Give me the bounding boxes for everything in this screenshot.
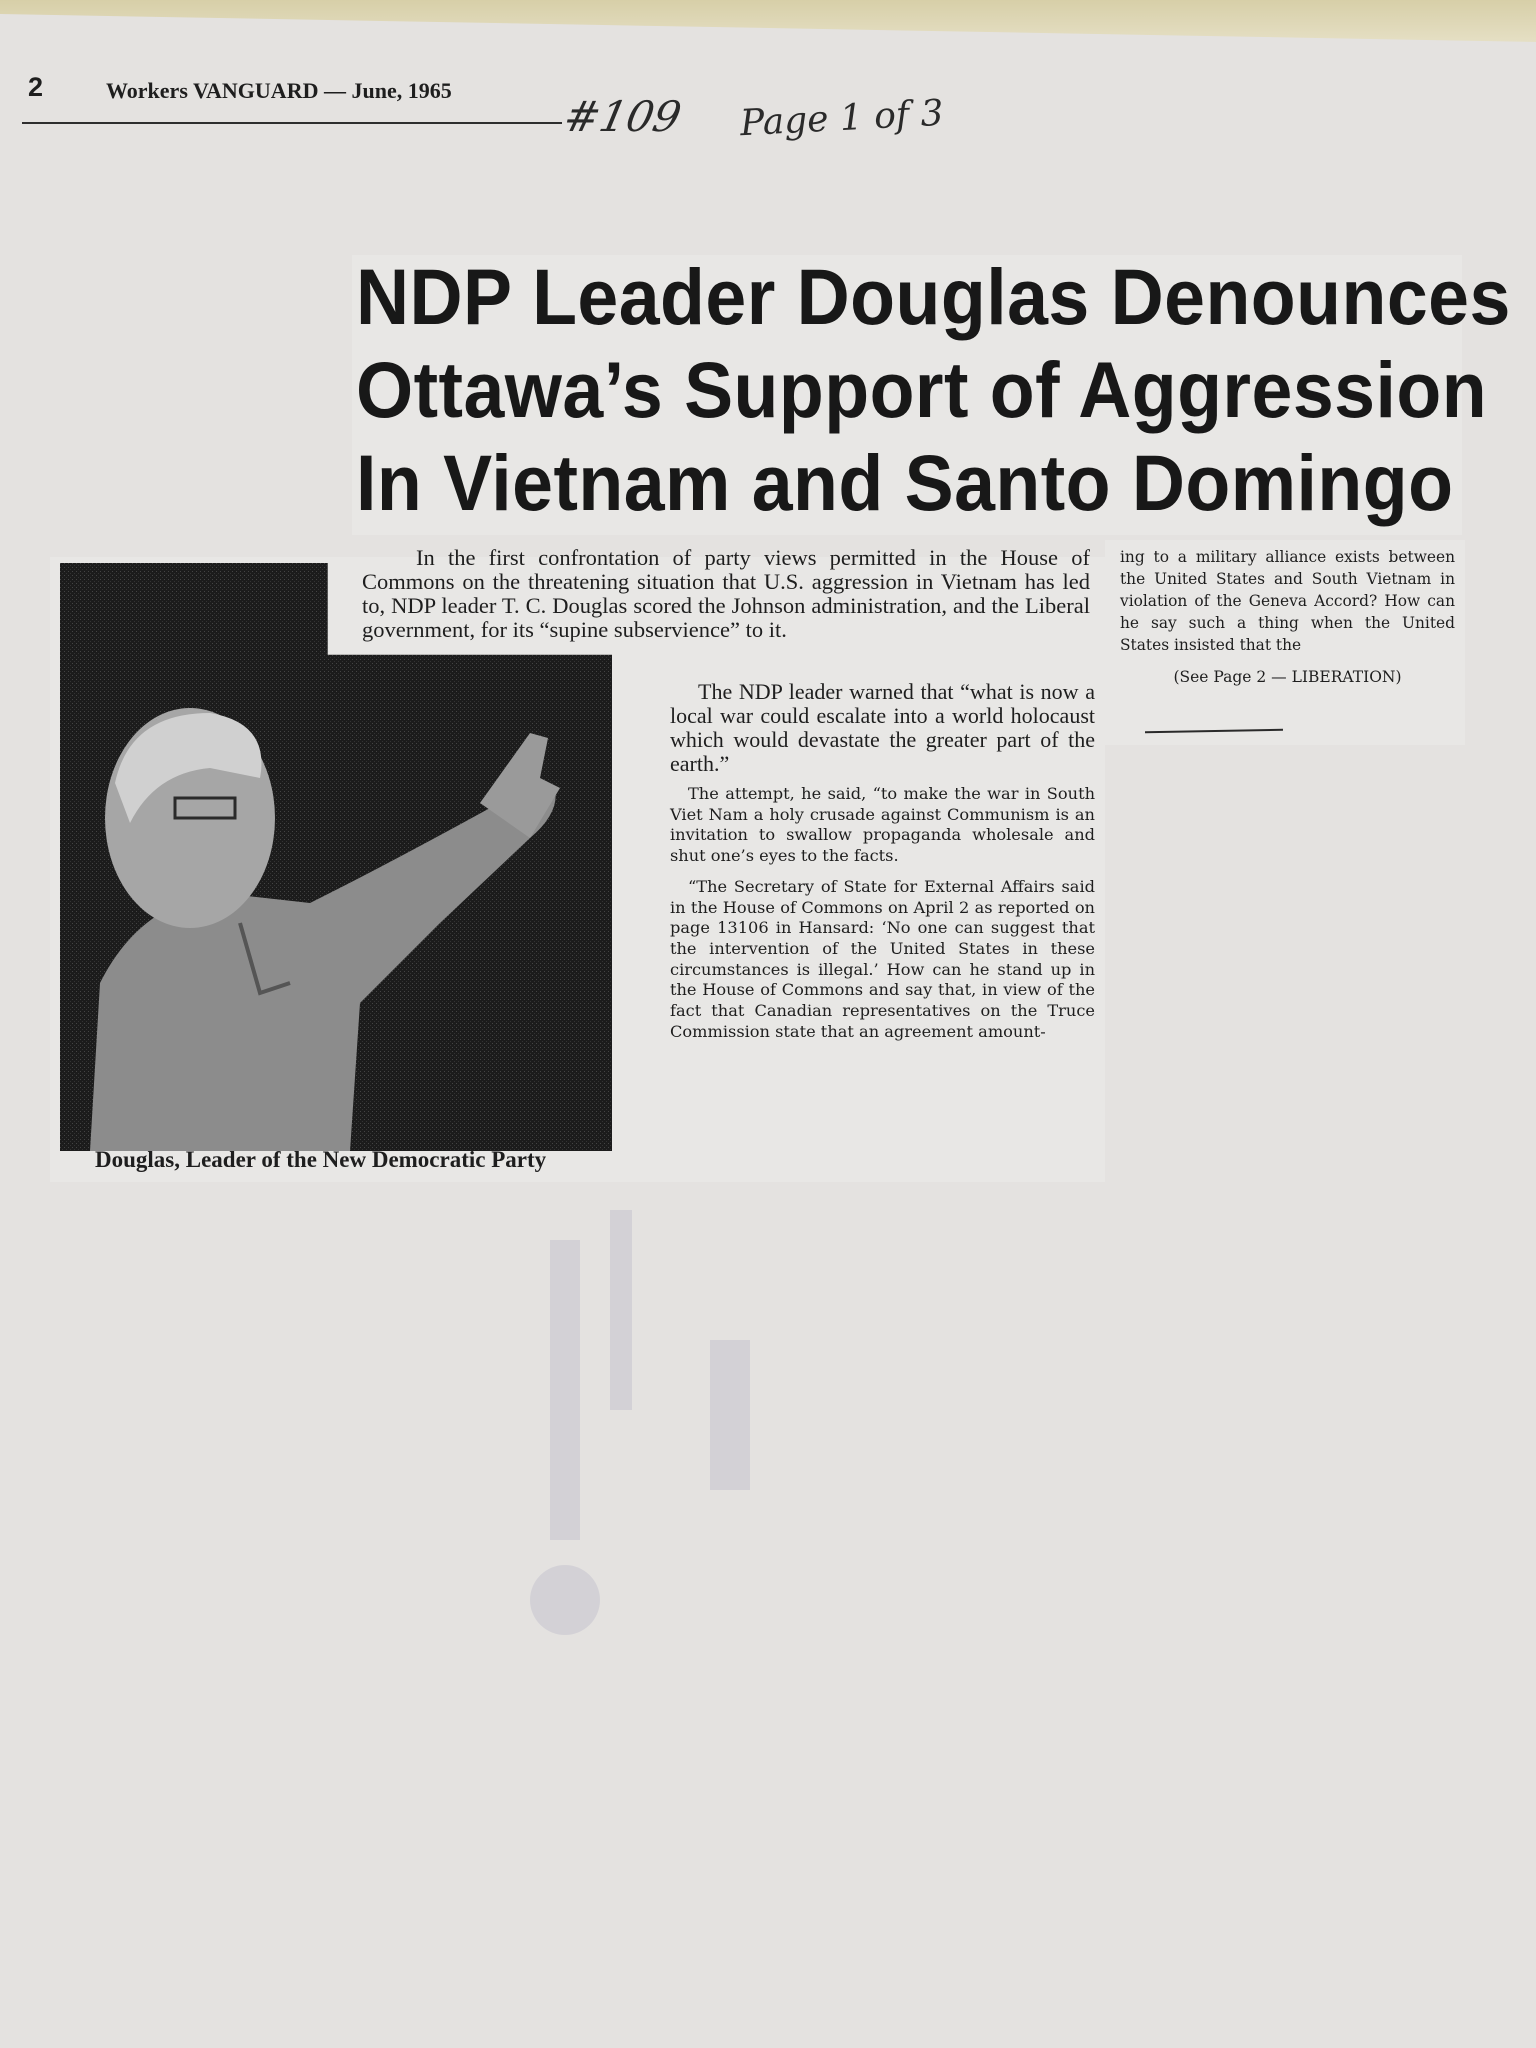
headline-line-1: NDP Leader Douglas Denounces xyxy=(356,252,1511,341)
paragraph-crusade: The attempt, he said, “to make the war in South Viet Nam a holy crusade against Communism is an invitation to swallow propaganda wholesale and shut one’s eyes to the facts. xyxy=(670,784,1095,866)
newspaper-masthead xyxy=(22,70,562,124)
lead-paragraph xyxy=(362,546,1090,642)
handwritten-page-count: Page 1 of 3 xyxy=(739,92,945,145)
paragraph-continued: ing to a military alliance exists between the United States and South Vietnam in violation of the Geneva Accord? How can he say such a thing when the United States insisted that the xyxy=(1120,548,1455,654)
publication-title: Workers VANGUARD — June, 1965 xyxy=(106,78,452,103)
photo-caption: Douglas, Leader of the New Democratic Party xyxy=(95,1147,547,1172)
article-column-3 xyxy=(1120,546,1455,686)
headline-line-2: Ottawa’s Support of Aggression xyxy=(356,345,1488,434)
headline-line-3: In Vietnam and Santo Domingo xyxy=(356,438,1454,527)
page-number: 2 xyxy=(28,72,44,102)
article-column-2 xyxy=(670,680,1095,1052)
paragraph-hansard: “The Secretary of State for External Affairs said in the House of Commons on April 2 as reported on page 13106 in Hansard: ‘No one can suggest that the intervention of the United States in these circumstances is illegal.’ How can he stand up in the House of Commons and say that, in view of the fact that Canadian representatives on the Truce Commission state that an agreement amount- xyxy=(670,876,1095,1041)
article-headline xyxy=(356,250,1511,529)
lead-text: In the first confrontation of party views permitted in the House of Commons on the threatening situation that U.S. aggression in Vietnam has led to, NDP leader T. C. Douglas scored the Johnson administration, and the Liberal government, for its “supine subservience” to it. xyxy=(362,545,1090,642)
paragraph-warning: The NDP leader warned that “what is now a local war could escalate into a world holocaust which would devastate the greater part of the earth.” xyxy=(670,679,1095,776)
continuation-note: (See Page 2 — LIBERATION) xyxy=(1173,668,1402,686)
handwritten-issue-number: #109 xyxy=(559,92,686,141)
